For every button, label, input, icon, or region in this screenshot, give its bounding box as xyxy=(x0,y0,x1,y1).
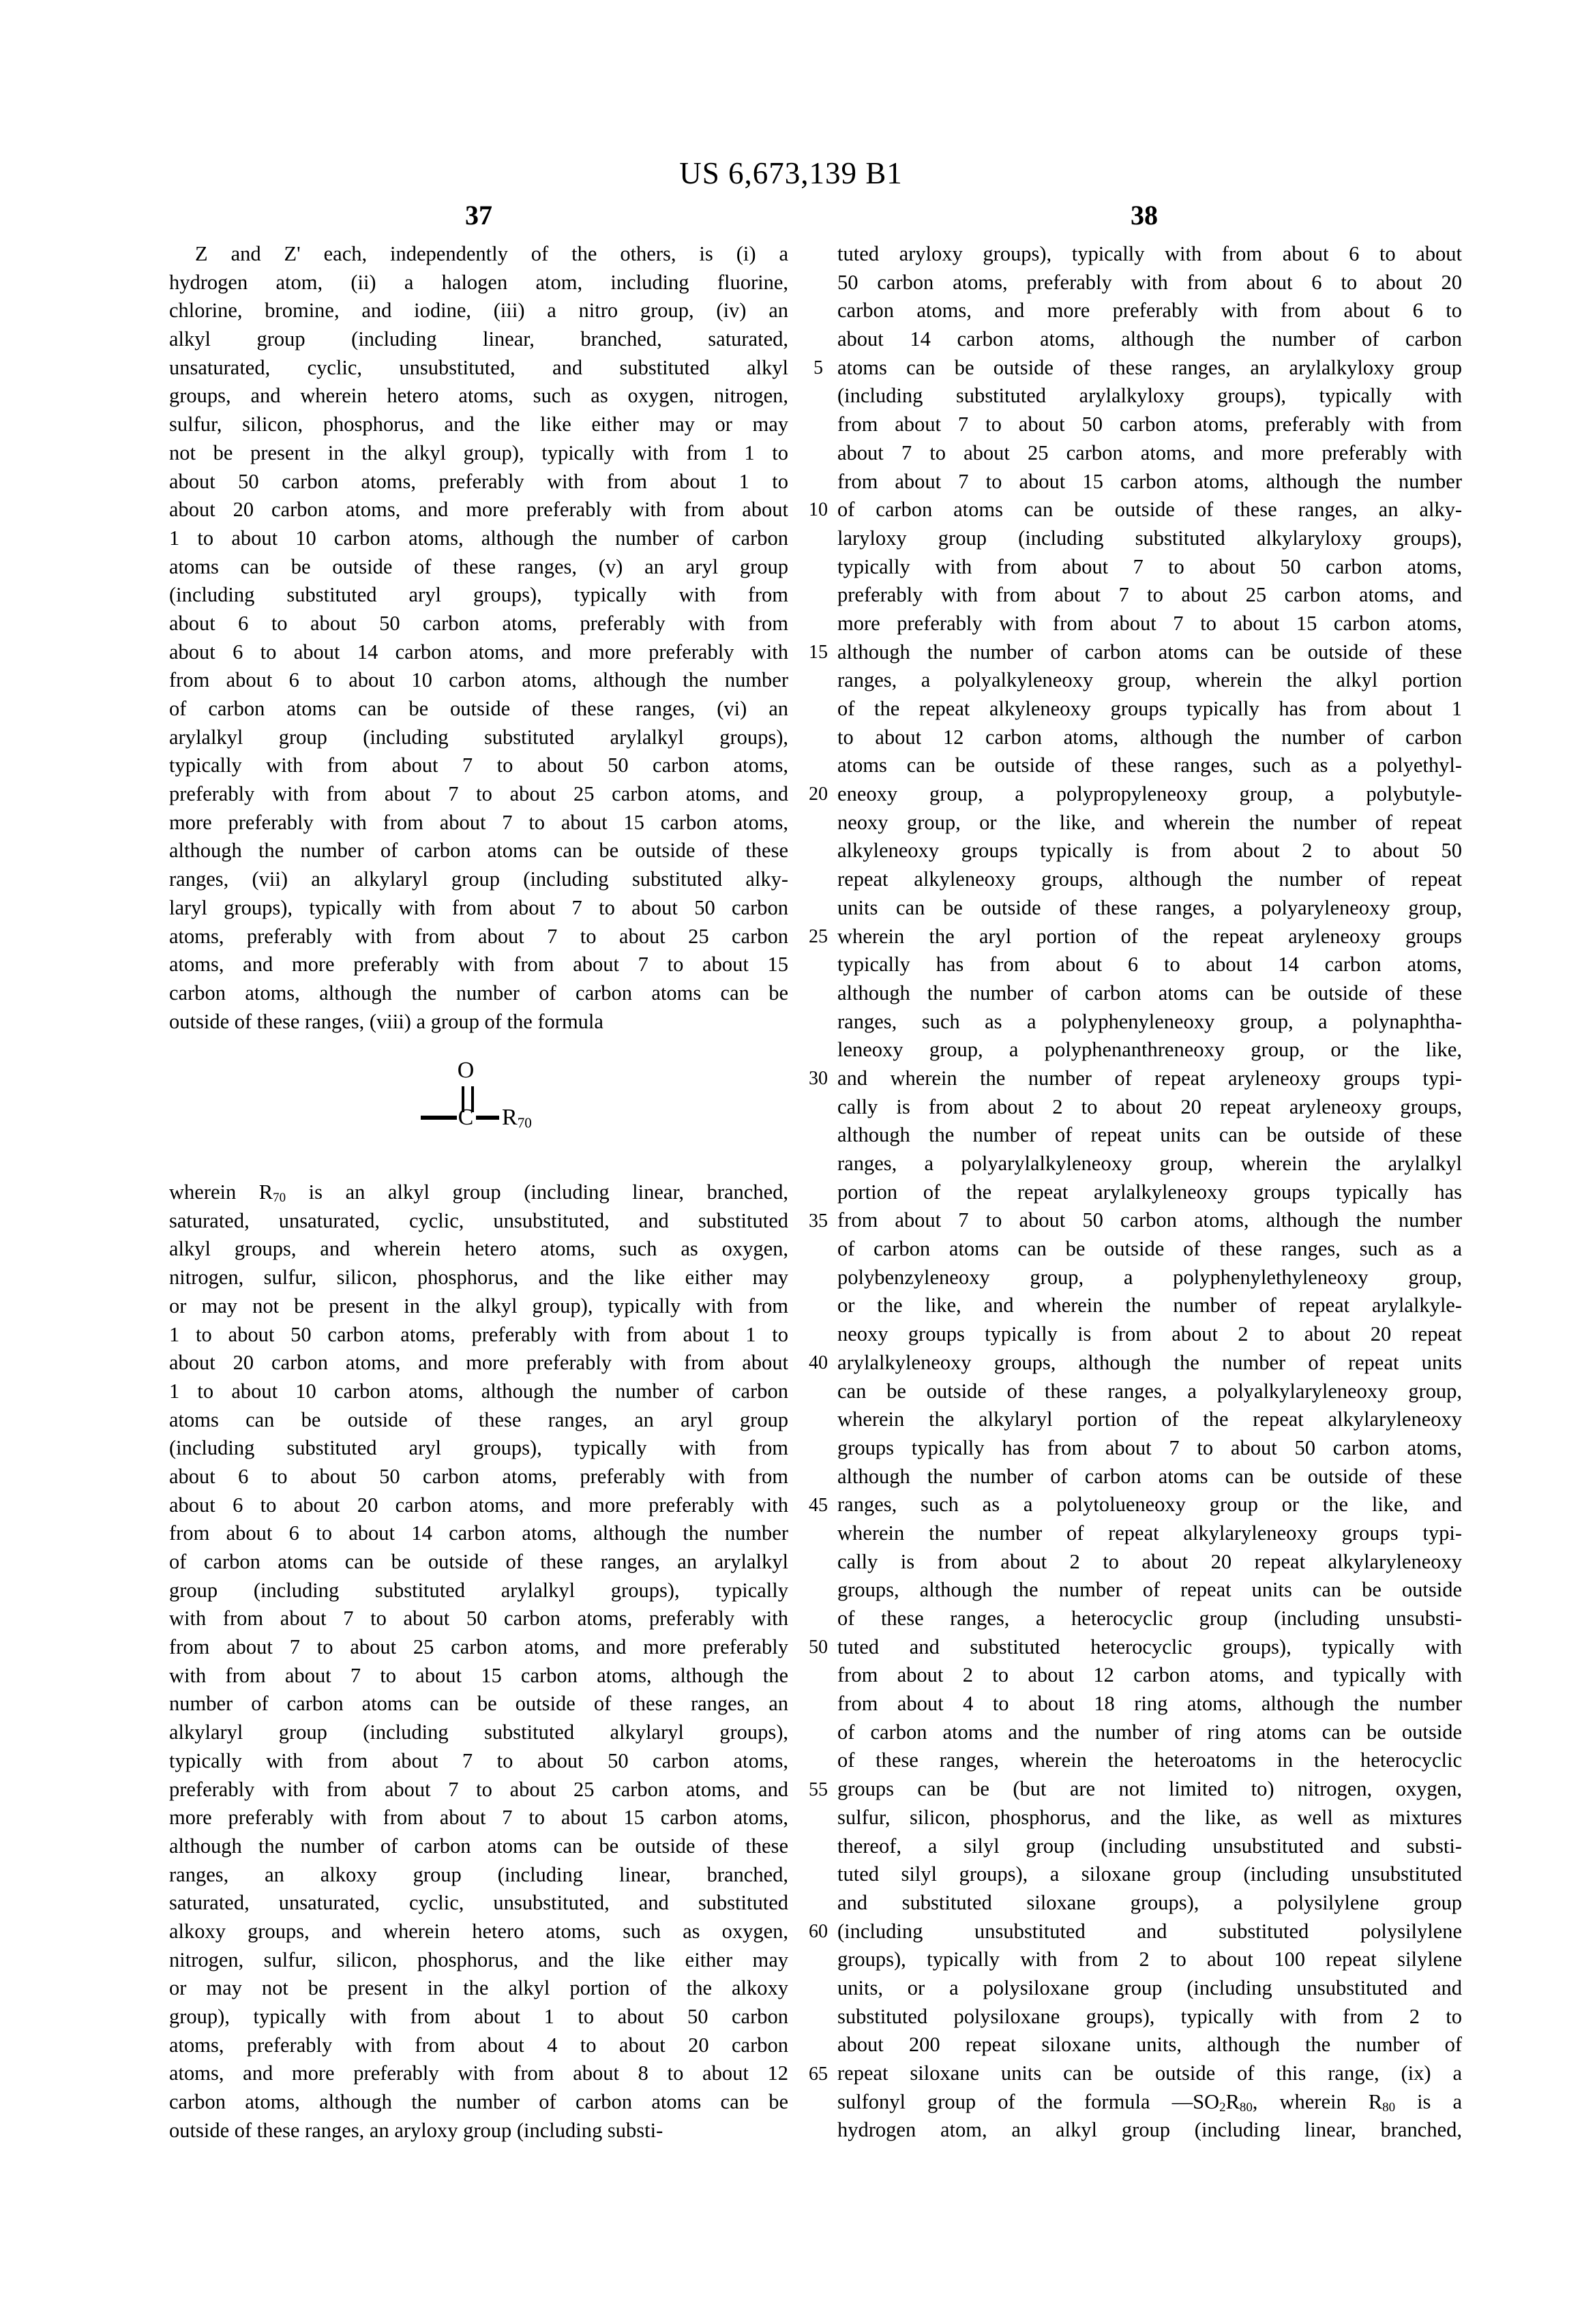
left-column-text-upper xyxy=(169,240,788,1036)
line-number: 65 xyxy=(809,2063,828,2085)
text-line: repeat alkyleneoxy groups, although the number of repeat xyxy=(837,867,1462,891)
text-line: although the number of carbon atoms can be outside of these xyxy=(169,839,788,863)
text-line: of these ranges, wherein the heteroatoms in the heterocyclic xyxy=(837,1748,1462,1772)
text-line: about 14 carbon atoms, although the number of carbon xyxy=(837,327,1462,351)
text-line: although the number of carbon atoms can be outside of these xyxy=(837,981,1462,1004)
text-line: groups, although the number of repeat units can be outside xyxy=(837,1578,1462,1602)
text-line: about 6 to about 50 carbon atoms, preferably with from xyxy=(169,1464,788,1488)
text-line: cally is from about 2 to about 20 repeat aryleneoxy groups, xyxy=(837,1094,1462,1118)
text-line: to about 12 carbon atoms, although the number of carbon xyxy=(837,725,1462,749)
text-line: with from about 7 to about 50 carbon atoms, preferably with xyxy=(169,1607,788,1630)
text-line: groups, and wherein hetero atoms, such as oxygen, nitrogen, xyxy=(169,384,788,408)
text-line: units, or a polysiloxane group (including unsubstituted and xyxy=(837,1976,1462,1999)
text-line: neoxy groups typically is from about 2 to about 20 repeat xyxy=(837,1322,1462,1346)
text-line: atoms can be outside of these ranges, such as a polyethyl- xyxy=(837,754,1462,777)
column-number-left: 37 xyxy=(465,200,492,230)
text-line: sulfur, silicon, phosphorus, and the like, as well as mixtures xyxy=(837,1805,1462,1829)
text-line: with from about 7 to about 15 carbon atoms, although the xyxy=(169,1663,788,1687)
text-line: 1 to about 10 carbon atoms, although the number of carbon xyxy=(169,1379,788,1403)
text-line: unsaturated, cyclic, unsubstituted, and substituted alkyl xyxy=(169,355,788,379)
text-line: of carbon atoms can be outside of these ranges, an alky- xyxy=(837,498,1462,522)
formula-carbon-atom: C xyxy=(458,1105,474,1130)
text-line: from about 7 to about 25 carbon atoms, and more preferably xyxy=(169,1635,788,1659)
text-line: leneoxy group, a polyphenanthreneoxy group, or the like, xyxy=(837,1038,1462,1062)
text-line: portion of the repeat arylalkyleneoxy groups typically has xyxy=(837,1180,1462,1204)
text-line: typically with from about 7 to about 50 carbon atoms, xyxy=(837,554,1462,578)
text-line: of carbon atoms can be outside of these ranges, (vi) an xyxy=(169,697,788,720)
text-line: (including unsubstituted and substituted polysilylene xyxy=(837,1919,1462,1943)
text-line: can be outside of these ranges, a polyalkylaryleneoxy group, xyxy=(837,1379,1462,1403)
text-line: preferably with from about 7 to about 25 carbon atoms, and xyxy=(169,1777,788,1801)
text-line: from about 7 to about 15 carbon atoms, although the number xyxy=(837,469,1462,493)
line-number: 55 xyxy=(809,1778,828,1800)
text-line: cally is from about 2 to about 20 repeat alkylaryleneoxy xyxy=(837,1549,1462,1573)
text-line: atoms, preferably with from about 4 to about 20 carbon xyxy=(169,2033,788,2057)
line-number: 45 xyxy=(809,1494,828,1516)
right-column-text xyxy=(837,240,1462,2145)
text-line: carbon atoms, although the number of carbon atoms can be xyxy=(169,981,788,1004)
formula-oxygen-atom: O xyxy=(457,1058,475,1083)
line-number: 15 xyxy=(809,641,828,663)
line-number: 35 xyxy=(809,1210,828,1232)
line-number: 40 xyxy=(809,1352,828,1374)
text-line: from about 4 to about 18 ring atoms, although the number xyxy=(837,1692,1462,1716)
text-line: (including substituted aryl groups), typically with from xyxy=(169,583,788,607)
text-line: chlorine, bromine, and iodine, (iii) a nitro group, (iv) an xyxy=(169,299,788,323)
text-line: groups can be (but are not limited to) nitrogen, oxygen, xyxy=(837,1777,1462,1801)
text-line: 1 to about 50 carbon atoms, preferably with from about 1 to xyxy=(169,1322,788,1346)
text-line: sulfur, silicon, phosphorus, and the like either may or may xyxy=(169,413,788,436)
text-line: ranges, an alkoxy group (including linear, branched, xyxy=(169,1862,788,1886)
text-line: carbon atoms, and more preferably with from about 6 to xyxy=(837,299,1462,323)
text-line: neoxy group, or the like, and wherein the number of repeat xyxy=(837,810,1462,834)
text-line: from about 7 to about 50 carbon atoms, although the number xyxy=(837,1208,1462,1232)
text-line: ranges, such as a polyphenyleneoxy group, a polynaphtha- xyxy=(837,1009,1462,1033)
formula-r-subscript: 70 xyxy=(517,1114,532,1131)
text-line: typically with from about 7 to about 50 carbon atoms, xyxy=(169,1748,788,1772)
text-line: preferably with from about 7 to about 25 carbon atoms, and xyxy=(837,583,1462,607)
text-line: about 7 to about 25 carbon atoms, and more preferably with xyxy=(837,441,1462,464)
text-line: although the number of carbon atoms can be outside of these xyxy=(837,1464,1462,1488)
text-line: typically with from about 7 to about 50 carbon atoms, xyxy=(169,754,788,777)
text-line: eneoxy group, a polypropyleneoxy group, a polybutyle- xyxy=(837,782,1462,806)
text-line: repeat siloxane units can be outside of this range, (ix) a xyxy=(837,2061,1462,2085)
text-line: tuted aryloxy groups), typically with from about 6 to about xyxy=(837,242,1462,265)
text-line: group), typically with from about 1 to about 50 carbon xyxy=(169,2005,788,2029)
formula-substituent-r70 xyxy=(502,1106,532,1129)
line-number: 50 xyxy=(809,1637,828,1658)
text-line: thereof, a silyl group (including unsubstituted and substi- xyxy=(837,1834,1462,1858)
text-line: group (including substituted arylalkyl groups), typically xyxy=(169,1578,788,1602)
text-line: of these ranges, a heterocyclic group (including unsubsti- xyxy=(837,1607,1462,1630)
text-line: atoms can be outside of these ranges, (v) an aryl group xyxy=(169,554,788,578)
line-number: 25 xyxy=(809,925,828,947)
text-line: atoms, and more preferably with from about 7 to about 15 xyxy=(169,953,788,977)
text-line: about 20 carbon atoms, and more preferably with from about xyxy=(169,498,788,522)
text-line: saturated, unsaturated, cyclic, unsubstituted, and substituted xyxy=(169,1891,788,1915)
text-line: about 200 repeat siloxane units, although the number of xyxy=(837,2033,1462,2057)
text-line: outside of these ranges, (viii) a group of the formula xyxy=(169,1009,603,1033)
text-line: ranges, a polyarylalkyleneoxy group, wherein the arylalkyl xyxy=(837,1152,1462,1175)
text-line: alkyl groups, and wherein hetero atoms, such as oxygen, xyxy=(169,1237,788,1261)
text-line: saturated, unsaturated, cyclic, unsubstituted, and substituted xyxy=(169,1208,788,1232)
text-line: laryloxy group (including substituted alkylaryloxy groups), xyxy=(837,526,1462,550)
text-line: typically has from about 6 to about 14 carbon atoms, xyxy=(837,953,1462,977)
text-line: or may not be present in the alkyl portion of the alkoxy xyxy=(169,1976,788,2000)
text-line: preferably with from about 7 to about 25 carbon atoms, and xyxy=(169,782,788,806)
text-line: or the like, and wherein the number of repeat arylalkyle- xyxy=(837,1294,1462,1317)
patent-number-header: US 6,673,139 B1 xyxy=(679,156,903,190)
text-line: tuted silyl groups), a siloxane group (including unsubstituted xyxy=(837,1862,1462,1886)
text-line: hydrogen atom, an alkyl group (including linear, branched, xyxy=(837,2118,1462,2142)
text-line: polybenzyleneoxy group, a polyphenylethyleneoxy group, xyxy=(837,1265,1462,1289)
single-bond-left xyxy=(421,1116,457,1120)
text-line: substituted polysiloxane groups), typically with from 2 to xyxy=(837,2004,1462,2028)
text-line: (including substituted arylalkyloxy groups), typically with xyxy=(837,384,1462,408)
text-line: from about 7 to about 50 carbon atoms, preferably with from xyxy=(837,413,1462,436)
text-line: units can be outside of these ranges, a polyaryleneoxy group, xyxy=(837,895,1462,919)
text-line: nitrogen, sulfur, silicon, phosphorus, and the like either may xyxy=(169,1948,788,1971)
text-line: groups typically has from about 7 to about 50 carbon atoms, xyxy=(837,1435,1462,1459)
text-line: more preferably with from about 7 to about 15 carbon atoms, xyxy=(169,810,788,834)
text-line: from about 6 to about 14 carbon atoms, although the number xyxy=(169,1521,788,1545)
text-line: of carbon atoms can be outside of these ranges, an arylalkyl xyxy=(169,1550,788,1574)
text-line: from about 6 to about 10 carbon atoms, although the number xyxy=(169,668,788,692)
text-line: atoms can be outside of these ranges, an arylalkyloxy group xyxy=(837,355,1462,379)
text-line: hydrogen atom, (ii) a halogen atom, including fluorine, xyxy=(169,270,788,294)
single-bond-right xyxy=(476,1116,499,1120)
text-line: more preferably with from about 7 to about 15 carbon atoms, xyxy=(169,1806,788,1830)
text-line: about 6 to about 50 carbon atoms, preferably with from xyxy=(169,611,788,635)
text-line: about 6 to about 20 carbon atoms, and more preferably with xyxy=(169,1493,788,1517)
line-number: 60 xyxy=(809,1921,828,1943)
text-line: number of carbon atoms can be outside of these ranges, an xyxy=(169,1692,788,1716)
text-line: alkylaryl group (including substituted alkylaryl groups), xyxy=(169,1720,788,1744)
column-number-right: 38 xyxy=(1131,200,1158,230)
text-line: although the number of carbon atoms can be outside of these xyxy=(837,640,1462,664)
text-line: about 6 to about 14 carbon atoms, and more preferably with xyxy=(169,640,788,664)
text-line: nitrogen, sulfur, silicon, phosphorus, and the like either may xyxy=(169,1266,788,1290)
text-line: wherein the number of repeat alkylaryleneoxy groups typi- xyxy=(837,1521,1462,1545)
text-line: atoms can be outside of these ranges, an aryl group xyxy=(169,1407,788,1431)
text-line: laryl groups), typically with from about 7 to about 50 carbon xyxy=(169,895,788,919)
line-number: 10 xyxy=(809,499,828,521)
text-line: of the repeat alkyleneoxy groups typically has from about 1 xyxy=(837,697,1462,720)
text-line: alkyleneoxy groups typically is from about 2 to about 50 xyxy=(837,839,1462,863)
text-line: (including substituted aryl groups), typically with from xyxy=(169,1436,788,1460)
text-line: and substituted siloxane groups), a polysilylene group xyxy=(837,1890,1462,1914)
text-line: atoms, and more preferably with from about 8 to about 12 xyxy=(169,2061,788,2085)
text-line: 50 carbon atoms, preferably with from about 6 to about 20 xyxy=(837,270,1462,294)
text-line: carbon atoms, although the number of carbon atoms can be xyxy=(169,2090,788,2114)
text-line: alkyl group (including linear, branched, saturated, xyxy=(169,327,788,351)
text-line: and wherein the number of repeat aryleneoxy groups typi- xyxy=(837,1066,1462,1090)
text-line: about 20 carbon atoms, and more preferably with from about xyxy=(169,1351,788,1375)
text-line: or may not be present in the alkyl group), typically with from xyxy=(169,1294,788,1317)
text-line: of carbon atoms can be outside of these ranges, such as a xyxy=(837,1237,1462,1261)
text-line: ranges, (vii) an alkylaryl group (including substituted alky- xyxy=(169,867,788,891)
text-line: although the number of repeat units can be outside of these xyxy=(837,1123,1462,1147)
text-line: about 50 carbon atoms, preferably with from about 1 to xyxy=(169,469,788,493)
text-line: outside of these ranges, an aryloxy group (including substi- xyxy=(169,2118,663,2142)
text-line: from about 2 to about 12 carbon atoms, and typically with xyxy=(837,1663,1462,1687)
text-line: sulfonyl group of the formula $—SO_2R_{80}$, wherein $R_{80}$ is a xyxy=(837,2089,1462,2115)
line-number: 30 xyxy=(809,1068,828,1090)
text-line: more preferably with from about 7 to about 15 carbon atoms, xyxy=(837,611,1462,635)
line-number: 5 xyxy=(814,357,823,378)
text-line: arylalkyleneoxy groups, although the number of repeat units xyxy=(837,1350,1462,1374)
text-line: of carbon atoms and the number of ring atoms can be outside xyxy=(837,1720,1462,1744)
text-line: atoms, preferably with from about 7 to about 25 carbon xyxy=(169,924,788,948)
text-line: Z and Z' each, independently of the others, is (i) a xyxy=(195,242,788,265)
text-line: although the number of carbon atoms can be outside of these xyxy=(169,1834,788,1858)
chemical-formula-carbonyl-group xyxy=(169,1036,788,1178)
line-number: 20 xyxy=(809,784,828,805)
text-line: wherein $R_{70}$ is an alkyl group (including linear, branched, xyxy=(169,1180,788,1206)
text-line: alkoxy groups, and wherein hetero atoms, such as oxygen, xyxy=(169,1919,788,1943)
text-line: not be present in the alkyl group), typically with from 1 to xyxy=(169,441,788,464)
text-line: wherein the alkylaryl portion of the repeat alkylaryleneoxy xyxy=(837,1407,1462,1431)
text-line: 1 to about 10 carbon atoms, although the number of carbon xyxy=(169,526,788,550)
formula-r-base: R xyxy=(502,1105,518,1130)
left-column-text-lower xyxy=(169,1178,788,2145)
text-line: ranges, a polyalkyleneoxy group, wherein the alkyl portion xyxy=(837,668,1462,692)
text-line: ranges, such as a polytolueneoxy group or the like, and xyxy=(837,1493,1462,1517)
text-line: tuted and substituted heterocyclic groups), typically with xyxy=(837,1635,1462,1658)
text-line: arylalkyl group (including substituted arylalkyl groups), xyxy=(169,725,788,749)
text-line: groups), typically with from 2 to about 100 repeat silylene xyxy=(837,1948,1462,1971)
text-line: wherein the aryl portion of the repeat aryleneoxy groups xyxy=(837,924,1462,948)
